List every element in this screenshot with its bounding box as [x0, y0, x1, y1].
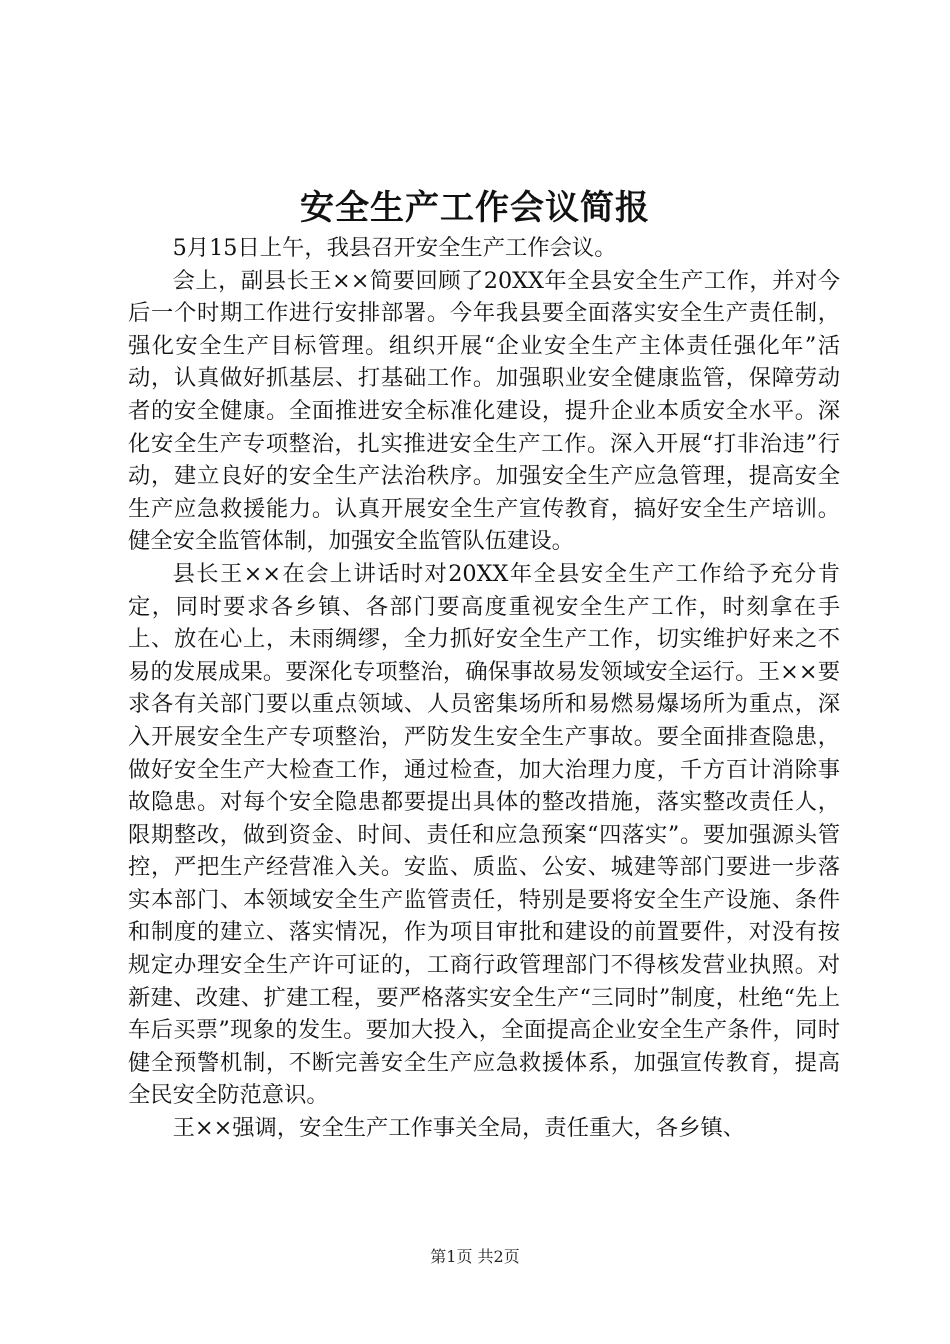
document-title: 安全生产工作会议简报 [300, 188, 650, 228]
paragraph-1: 5月15日上午，我县召开安全生产工作会议。 [172, 235, 617, 261]
paragraph-4: 王××强调，安全生产工作事关全局，责任重大，各乡镇、 [172, 1115, 746, 1142]
page-footer: 第1页 共2页 [430, 1247, 520, 1266]
paragraph-3: 县长王××在会上讲话时对20XX年全县安全生产工作给予充分肯定，同时要求各乡镇、各部门要高度重视安全生产工作，时刻拿在手上、放在心上，未雨绸缪，全力抓好安全生产工作，切实维护好来之不易的发展成果。要深化专项整治，确保事故易发领域安全运行。王××要求各有关部门要以重点领域、人员密集场所和易燃易爆场所为重点，深入开展安全生产专项整治，严防发生安全生产事故。要全面排查隐患，做好安全生产大检查工作，通过检查，加大治理力度，千方百计消除事故隐患。对每个安全隐患都要提出具体的整改措施，落实整改责任人，限期整改，做到资金、时间、责任和应急预案“四落实”。要加强源头管控，严把生产经营准入关。安监、质监、公安、城建等部门要进一步落实本部门、本领域安全生产监管责任，特别是要将安全生产设施、条件和制度的建立、落实情况，作为项目审批和建设的前置要件，对没有按规定办理安全生产许可证的，工商行政管理部门不得核发营业执照。对新建、改建、扩建工程，要严格落实安全生产“三同时”制度，杜绝“先上车后买票”现象的发生。要加大投入，全面提高企业安全生产条件，同时健全预警机制，不断完善安全生产应急救援体系，加强宣传教育，提高全民安全防范意识。 [128, 560, 840, 1109]
document-body [128, 232, 840, 1145]
paragraph-2: 会上，副县长王××简要回顾了20XX年全县安全生产工作，并对今后一个时期工作进行安排部署。今年我县要全面落实安全生产责任制，强化安全生产目标管理。组织开展“企业安全生产主体责任强化年”活动，认真做好抓基层、打基础工作。加强职业安全健康监管，保障劳动者的安全健康。全面推进安全标准化建设，提升企业本质安全水平。深化安全生产专项整治，扎实推进安全生产工作。深入开展“打非治违”行动，建立良好的安全生产法治秩序。加强安全生产应急管理，提高安全生产应急救援能力。认真开展安全生产宣传教育，搞好安全生产培训。健全安全监管体制，加强安全监管队伍建设。 [128, 267, 840, 555]
